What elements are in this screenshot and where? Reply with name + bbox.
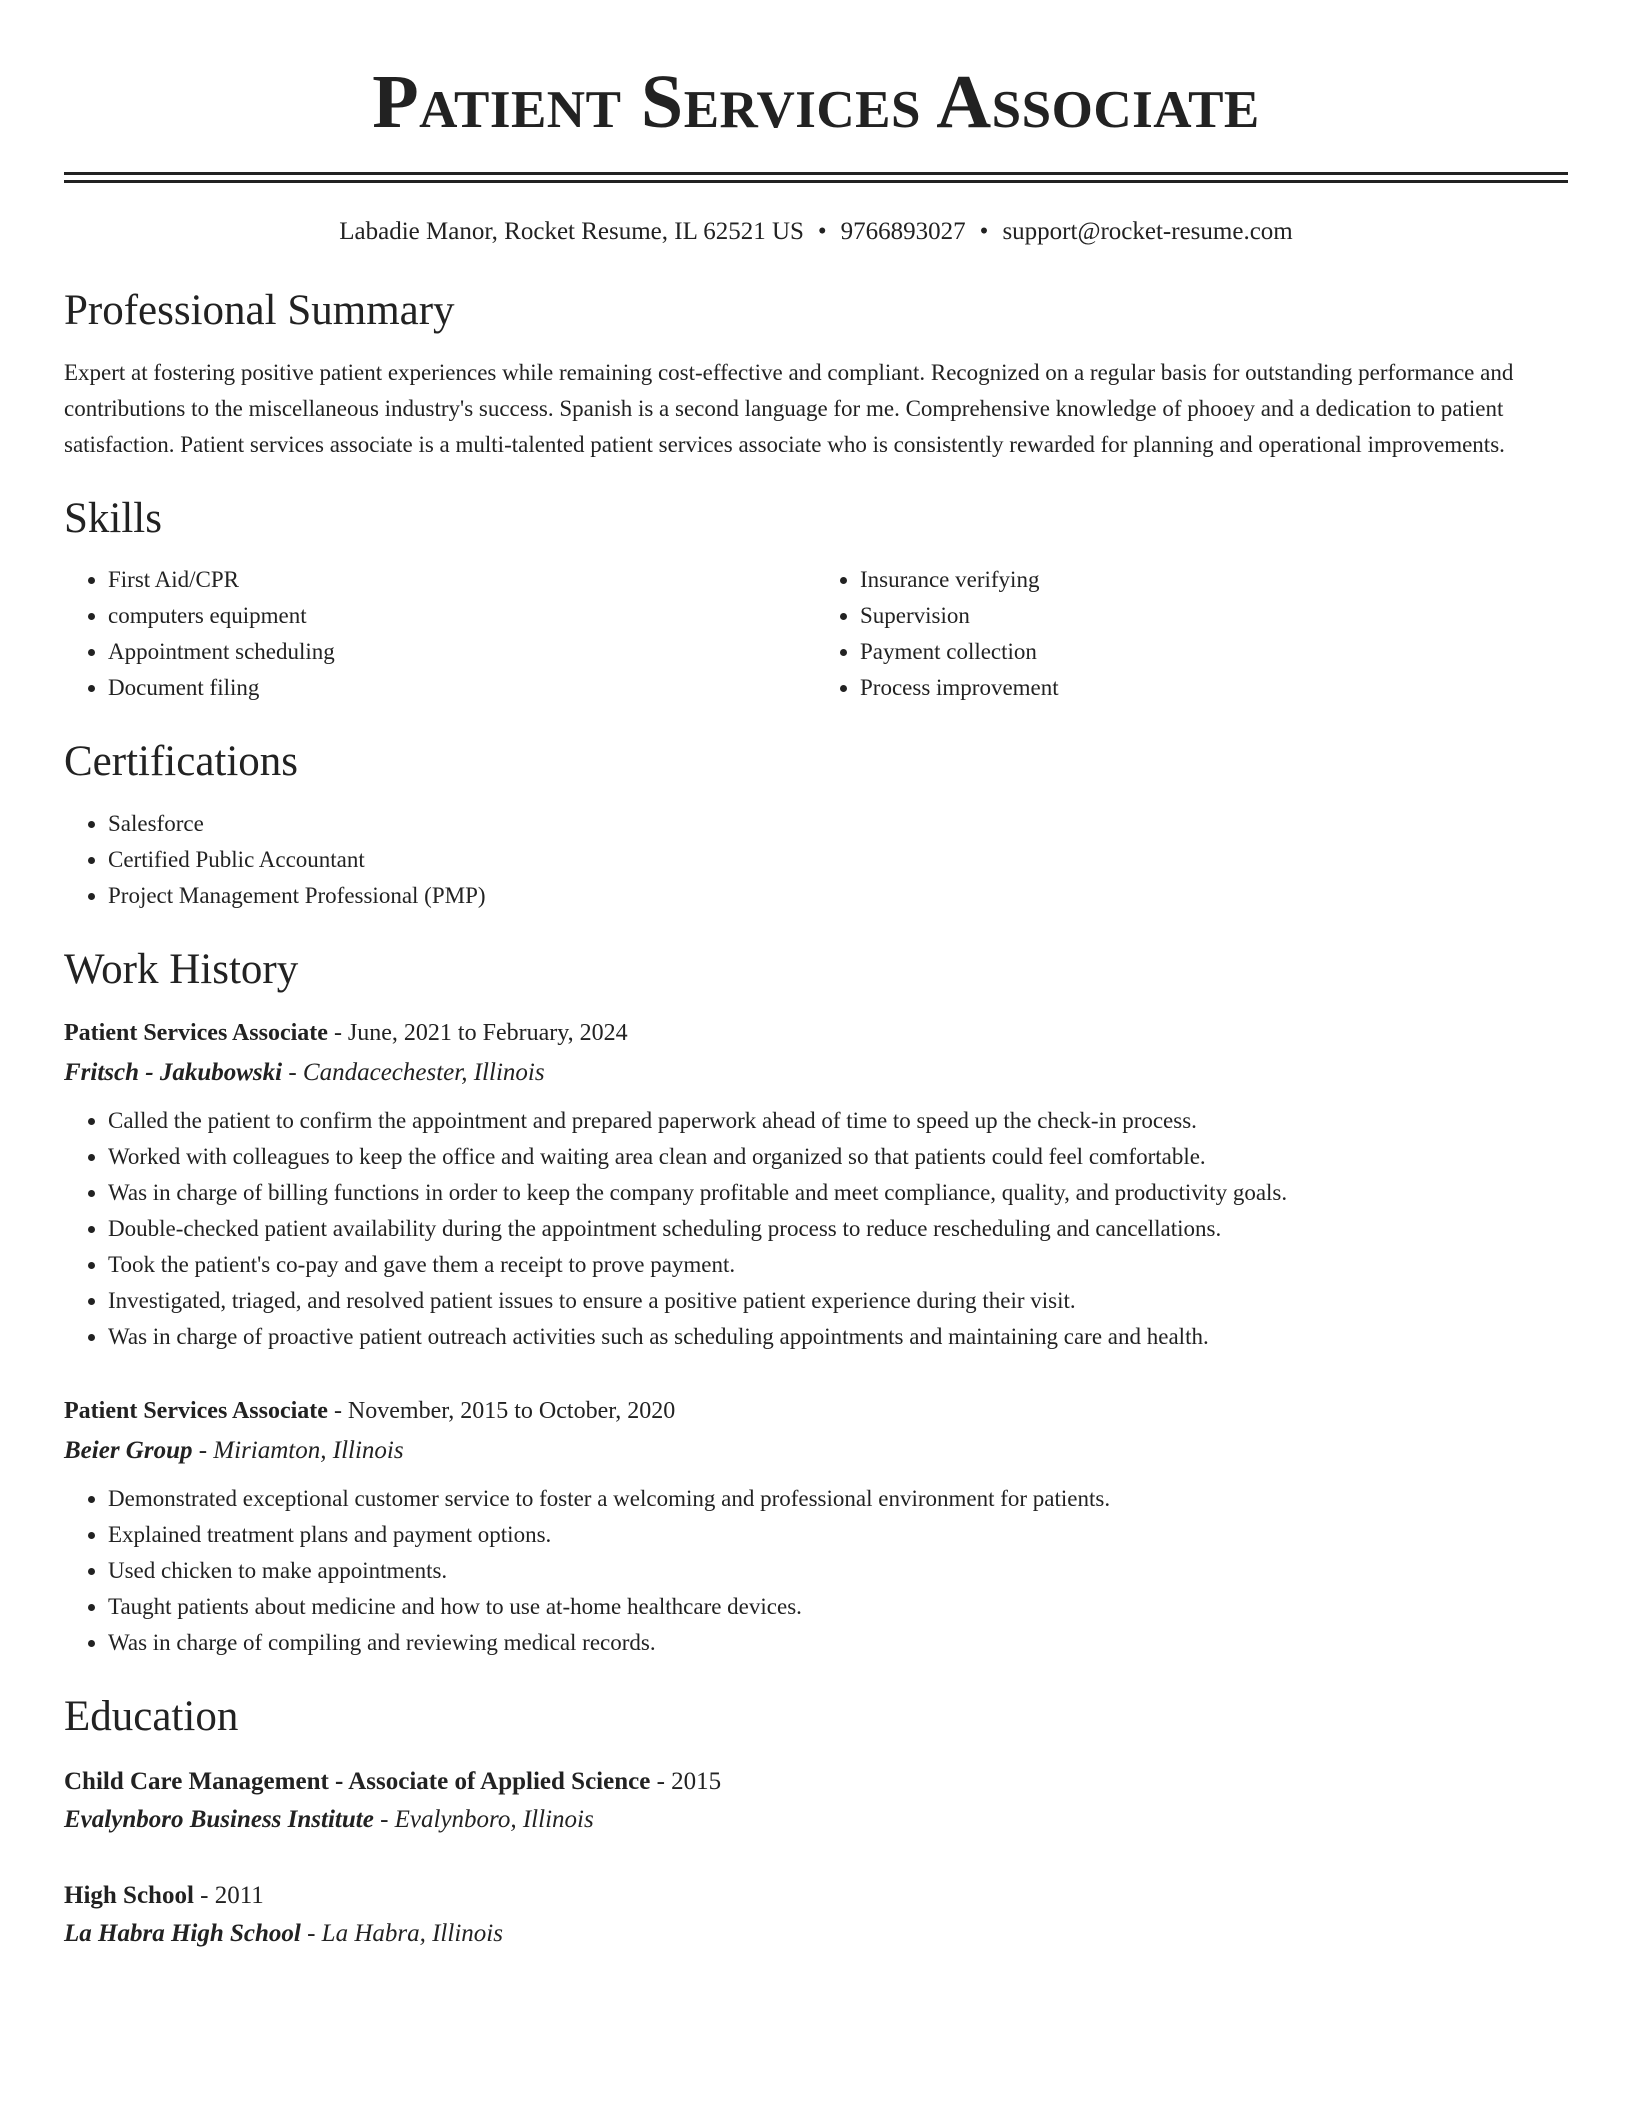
job-title: Patient Services Associate	[64, 1020, 328, 1047]
education-degree: Child Care Management - Associate of Applied Science	[64, 1767, 651, 1795]
skills-list-right	[816, 562, 1568, 706]
education-school: Evalynboro Business Institute	[64, 1805, 374, 1833]
job-title-line	[64, 1013, 1568, 1053]
certifications-list	[64, 806, 1568, 914]
contact-line	[64, 217, 1568, 247]
job-bullet: • Was in charge of compiling and reviewing medical records.	[108, 1625, 1568, 1661]
job-bullet: • Taught patients about medicine and how to use at-home healthcare devices.	[108, 1589, 1568, 1625]
education-school-line	[64, 1801, 1568, 1839]
skill-item: • Process improvement	[860, 670, 1568, 706]
education-year: - 2011	[193, 1881, 264, 1909]
job-bullet: • Was in charge of proactive patient outreach activities such as scheduling appointments and maintaining care and health.	[108, 1319, 1568, 1355]
title-double-rule	[64, 172, 1568, 183]
education-location: - Evalynboro, Illinois	[373, 1805, 594, 1833]
job-bullet: • Double-checked patient availability during the appointment scheduling process to reduce rescheduling and cancellations.	[108, 1211, 1568, 1247]
job-bullet: • Was in charge of billing functions in order to keep the company profitable and meet compliance, quality, and productivity goals.	[108, 1175, 1568, 1211]
education-section	[64, 1691, 1568, 1953]
job-location: - Candacechester, Illinois	[282, 1059, 545, 1087]
job-location: - Miriamton, Illinois	[192, 1437, 404, 1465]
education-entry	[64, 1877, 1568, 1953]
certification-item: • Certified Public Accountant	[108, 842, 1568, 878]
separator-dot: •	[817, 218, 827, 245]
job-bullet: • Demonstrated exceptional customer service to foster a welcoming and professional environment for patients.	[108, 1481, 1568, 1517]
job-company: Beier Group	[64, 1437, 193, 1465]
job-title: Patient Services Associate	[64, 1398, 328, 1425]
job-bullet: • Explained treatment plans and payment options.	[108, 1517, 1568, 1553]
email-link[interactable]: support@rocket-resume.com	[1002, 218, 1293, 245]
job-bullet: • Used chicken to make appointments.	[108, 1553, 1568, 1589]
section-heading-work-history: Work History	[64, 945, 299, 993]
skill-item: • Payment collection	[860, 634, 1568, 670]
education-location: - La Habra, Illinois	[300, 1919, 503, 1947]
address: Labadie Manor, Rocket Resume, IL 62521 US	[339, 218, 804, 245]
skill-item: • Document filing	[108, 670, 816, 706]
certifications-section	[64, 736, 1568, 914]
job-company-line	[64, 1431, 1568, 1471]
education-degree-line	[64, 1763, 1568, 1801]
separator-dot: •	[979, 218, 989, 245]
skill-item: • Insurance verifying	[860, 562, 1568, 598]
skill-item: • Supervision	[860, 598, 1568, 634]
job-dates: - June, 2021 to February, 2024	[327, 1020, 628, 1047]
skill-item: • First Aid/CPR	[108, 562, 816, 598]
skills-section	[64, 493, 1568, 707]
education-degree-line	[64, 1877, 1568, 1915]
job-bullet: • Investigated, triaged, and resolved patient issues to ensure a positive patient experience during their visit.	[108, 1283, 1568, 1319]
education-degree: High School	[64, 1881, 194, 1909]
skills-columns	[64, 562, 1568, 706]
work-history-section	[64, 944, 1568, 1662]
phone: 9766893027	[840, 218, 966, 245]
section-heading-education: Education	[64, 1693, 239, 1741]
education-year: - 2015	[650, 1767, 722, 1795]
education-school-line	[64, 1915, 1568, 1953]
job-bullet: • Worked with colleagues to keep the office and waiting area clean and organized so that patients could feel comfortable.	[108, 1139, 1568, 1175]
section-heading-certifications: Certifications	[64, 738, 299, 786]
job-title-line	[64, 1391, 1568, 1431]
job-bullet: • Called the patient to confirm the appointment and prepared paperwork ahead of time to speed up the check-in process.	[108, 1103, 1568, 1139]
education-entry	[64, 1763, 1568, 1839]
education-school: La Habra High School	[64, 1919, 301, 1947]
job-bullets	[64, 1481, 1568, 1661]
job-entry	[64, 1391, 1568, 1661]
job-company: Fritsch - Jakubowski	[64, 1059, 283, 1087]
skills-list-left	[64, 562, 816, 706]
job-company-line	[64, 1053, 1568, 1093]
job-bullet: • Took the patient's co-pay and gave them a receipt to prove payment.	[108, 1247, 1568, 1283]
certification-item: • Project Management Professional (PMP)	[108, 878, 1568, 914]
skill-item: • Appointment scheduling	[108, 634, 816, 670]
summary-section	[64, 285, 1568, 463]
job-dates: - November, 2015 to October, 2020	[327, 1398, 676, 1425]
summary-text: Expert at fostering positive patient experiences while remaining cost-effective and compliant. Recognized on a regular basis for outstanding performance and contributions to the miscellaneous industry's success. Spanish is a second language for me. Comprehensive knowledge of phooey and a dedication to patient satisfaction. Patient services associate is a multi-talented patient services associate who is consistently rewarded for planning and operational improvements.	[64, 359, 1514, 457]
job-bullets	[64, 1103, 1568, 1355]
resume-title: Patient Services Associate	[372, 60, 1260, 144]
section-heading-summary: Professional Summary	[64, 287, 455, 334]
certification-item: • Salesforce	[108, 806, 1568, 842]
section-heading-skills: Skills	[64, 494, 162, 542]
job-entry	[64, 1013, 1568, 1355]
skill-item: • computers equipment	[108, 598, 816, 634]
